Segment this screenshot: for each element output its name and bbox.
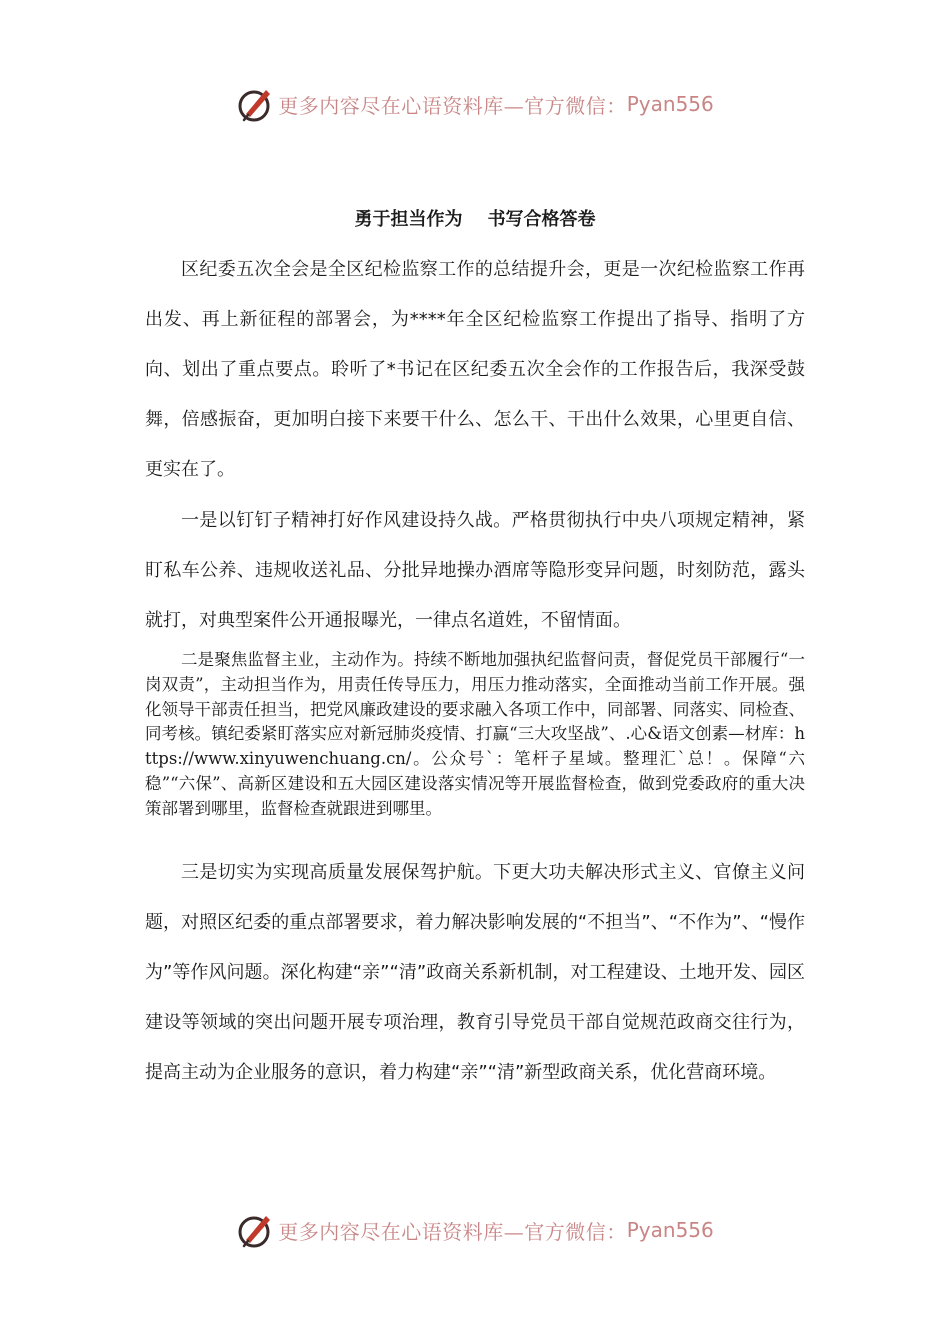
header-banner: [0, 84, 950, 124]
paragraph-intro: 区纪委五次全会是全区纪检监察工作的总结提升会，更是一次纪检监察工作再出发、再上新征程的部署会，为****年全区纪检监察工作提出了指导、指明了方向、划出了重点要点。聆听了*书记在区纪委五次全会作的工作报告后，我深受鼓舞，倍感振奋，更加明白接下来要干什么、怎么干、干出什么效果，心里更自信、更实在了。: [145, 259, 805, 480]
footer-wechat-id: Pyan556: [626, 1218, 714, 1242]
document-title: 勇于担当作为 书写合格答卷: [354, 209, 596, 230]
quill-logo-icon: [236, 1210, 276, 1250]
footer-banner: [0, 1210, 950, 1250]
paragraph-point-3: 三是切实为实现高质量发展保驾护航。下更大功夫解决形式主义、官僚主义问题，对照区纪委的重点部署要求，着力解决影响发展的“不担当”、“不作为”、“慢作为”等作风问题。深化构建“亲”“清”政商关系新机制，对工程建设、土地开发、园区建设等领域的突出问题开展专项治理，教育引导党员干部自觉规范政商交往行为，提高主动为企业服务的意识，着力构建“亲”“清”新型政商关系，优化营商环境。: [145, 862, 805, 1083]
footer-banner-text: 更多内容尽在心语资料库—官方微信：: [278, 1219, 627, 1244]
paragraph-point-1: 一是以钉钉子精神打好作风建设持久战。严格贯彻执行中央八项规定精神，紧盯私车公养、违规收送礼品、分批异地操办酒席等隐形变异问题，时刻防范，露头就打，对典型案件公开通报曝光，一律点名道姓，不留情面。: [145, 510, 805, 631]
header-banner-text: 更多内容尽在心语资料库—官方微信：: [278, 93, 627, 118]
quill-logo-icon: [236, 84, 276, 124]
paragraph-point-2: 二是聚焦监督主业，主动作为。持续不断地加强执纪监督问责，督促党员干部履行“一岗双责”，主动担当作为，用责任传导压力，用压力推动落实，全面推动当前工作开展。强化领导干部责任担当，把党风廉政建设的要求融入各项工作中，同部署、同落实、同检查、同考核。镇纪委紧盯落实应对新冠肺炎疫情、打赢“三大攻坚战”、.心&语文创素—材库：https://www.xinyuwenchuang.cn/。公众号`：笔杆子星域。整理汇`总！。保障“六稳”“六保”、高新区建设和五大园区建设落实情况等开展监督检查，做到党委政府的重大决策部署到哪里，监督检查就跟进到哪里。: [145, 650, 805, 818]
header-wechat-id: Pyan556: [626, 92, 714, 116]
